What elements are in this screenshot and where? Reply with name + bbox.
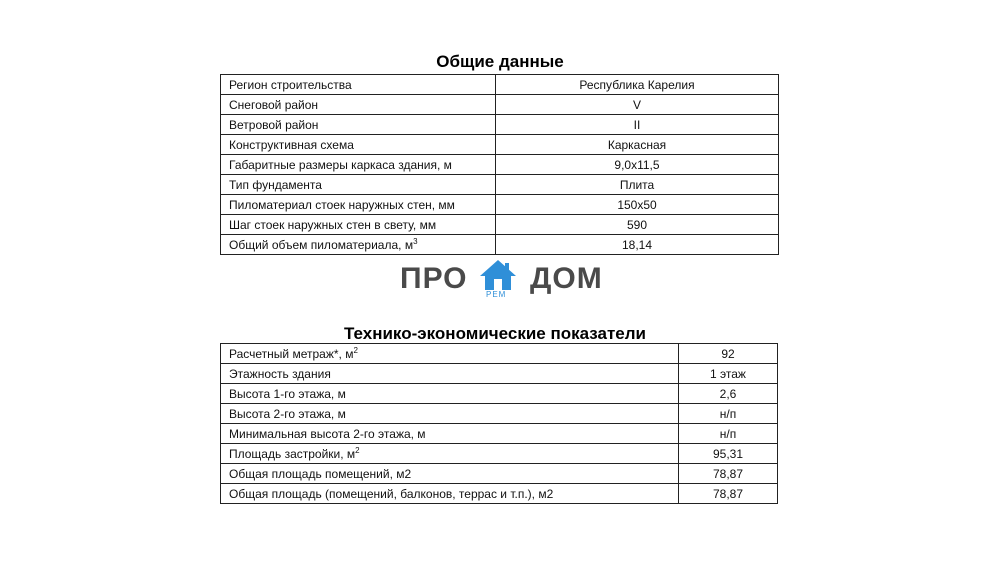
superscript: 3 — [413, 236, 418, 246]
row-value: 18,14 — [496, 235, 779, 255]
general-data-table — [220, 74, 779, 255]
row-label: Габаритные размеры каркаса здания, м — [221, 155, 496, 175]
table-row — [221, 424, 778, 444]
row-label — [221, 444, 679, 464]
row-label: Этажность здания — [221, 364, 679, 384]
row-label — [221, 344, 679, 364]
row-label-text: Площадь застройки, м — [229, 446, 356, 461]
row-value: 78,87 — [679, 484, 778, 504]
table-row — [221, 115, 779, 135]
row-value: н/п — [679, 404, 778, 424]
row-label: Регион строительства — [221, 75, 496, 95]
table-row — [221, 404, 778, 424]
superscript: 2 — [355, 445, 360, 455]
table-row — [221, 484, 778, 504]
row-value: 150x50 — [496, 195, 779, 215]
row-value: н/п — [679, 424, 778, 444]
row-value: 1 этаж — [679, 364, 778, 384]
row-label: Конструктивная схема — [221, 135, 496, 155]
tech-econ-table — [220, 343, 778, 504]
row-value: II — [496, 115, 779, 135]
row-label: Минимальная высота 2-го этажа, м — [221, 424, 679, 444]
row-label: Тип фундамента — [221, 175, 496, 195]
row-value: 2,6 — [679, 384, 778, 404]
row-label — [221, 235, 496, 255]
row-label: Общая площадь (помещений, балконов, террас и т.п.), м2 — [221, 484, 679, 504]
table-row — [221, 195, 779, 215]
table-row — [221, 135, 779, 155]
table-row — [221, 384, 778, 404]
row-label: Шаг стоек наружных стен в свету, мм — [221, 215, 496, 235]
row-value: 78,87 — [679, 464, 778, 484]
row-value: Республика Карелия — [496, 75, 779, 95]
row-label-text: Расчетный метраж*, м — [229, 346, 354, 361]
table-row — [221, 235, 779, 255]
logo — [398, 258, 608, 308]
table-row — [221, 75, 779, 95]
table-row — [221, 464, 778, 484]
tech-econ-title: Технико-экономические показатели — [343, 324, 646, 343]
row-value: Плита — [496, 175, 779, 195]
row-value: 95,31 — [679, 444, 778, 464]
row-value: V — [496, 95, 779, 115]
row-label-text: Общий объем пиломатериала, м — [229, 237, 414, 252]
table-row — [221, 444, 778, 464]
house-icon — [478, 258, 518, 294]
table-row — [221, 344, 778, 364]
table-row — [221, 364, 778, 384]
general-data-title: Общие данные — [436, 52, 564, 71]
row-label: Высота 2-го этажа, м — [221, 404, 679, 424]
row-value: 590 — [496, 215, 779, 235]
table-row — [221, 155, 779, 175]
logo-text-right: ДОМ — [530, 262, 603, 295]
row-value: 9,0x11,5 — [496, 155, 779, 175]
table-row — [221, 175, 779, 195]
superscript: 2 — [353, 345, 358, 355]
row-label: Ветровой район — [221, 115, 496, 135]
row-value: Каркасная — [496, 135, 779, 155]
row-label: Снеговой район — [221, 95, 496, 115]
row-label: Общая площадь помещений, м2 — [221, 464, 679, 484]
row-value: 92 — [679, 344, 778, 364]
logo-subtext: РЕМ — [486, 290, 507, 299]
logo-text-left: ПРО — [400, 262, 468, 295]
row-label: Высота 1-го этажа, м — [221, 384, 679, 404]
table-row — [221, 95, 779, 115]
row-label: Пиломатериал стоек наружных стен, мм — [221, 195, 496, 215]
table-row — [221, 215, 779, 235]
